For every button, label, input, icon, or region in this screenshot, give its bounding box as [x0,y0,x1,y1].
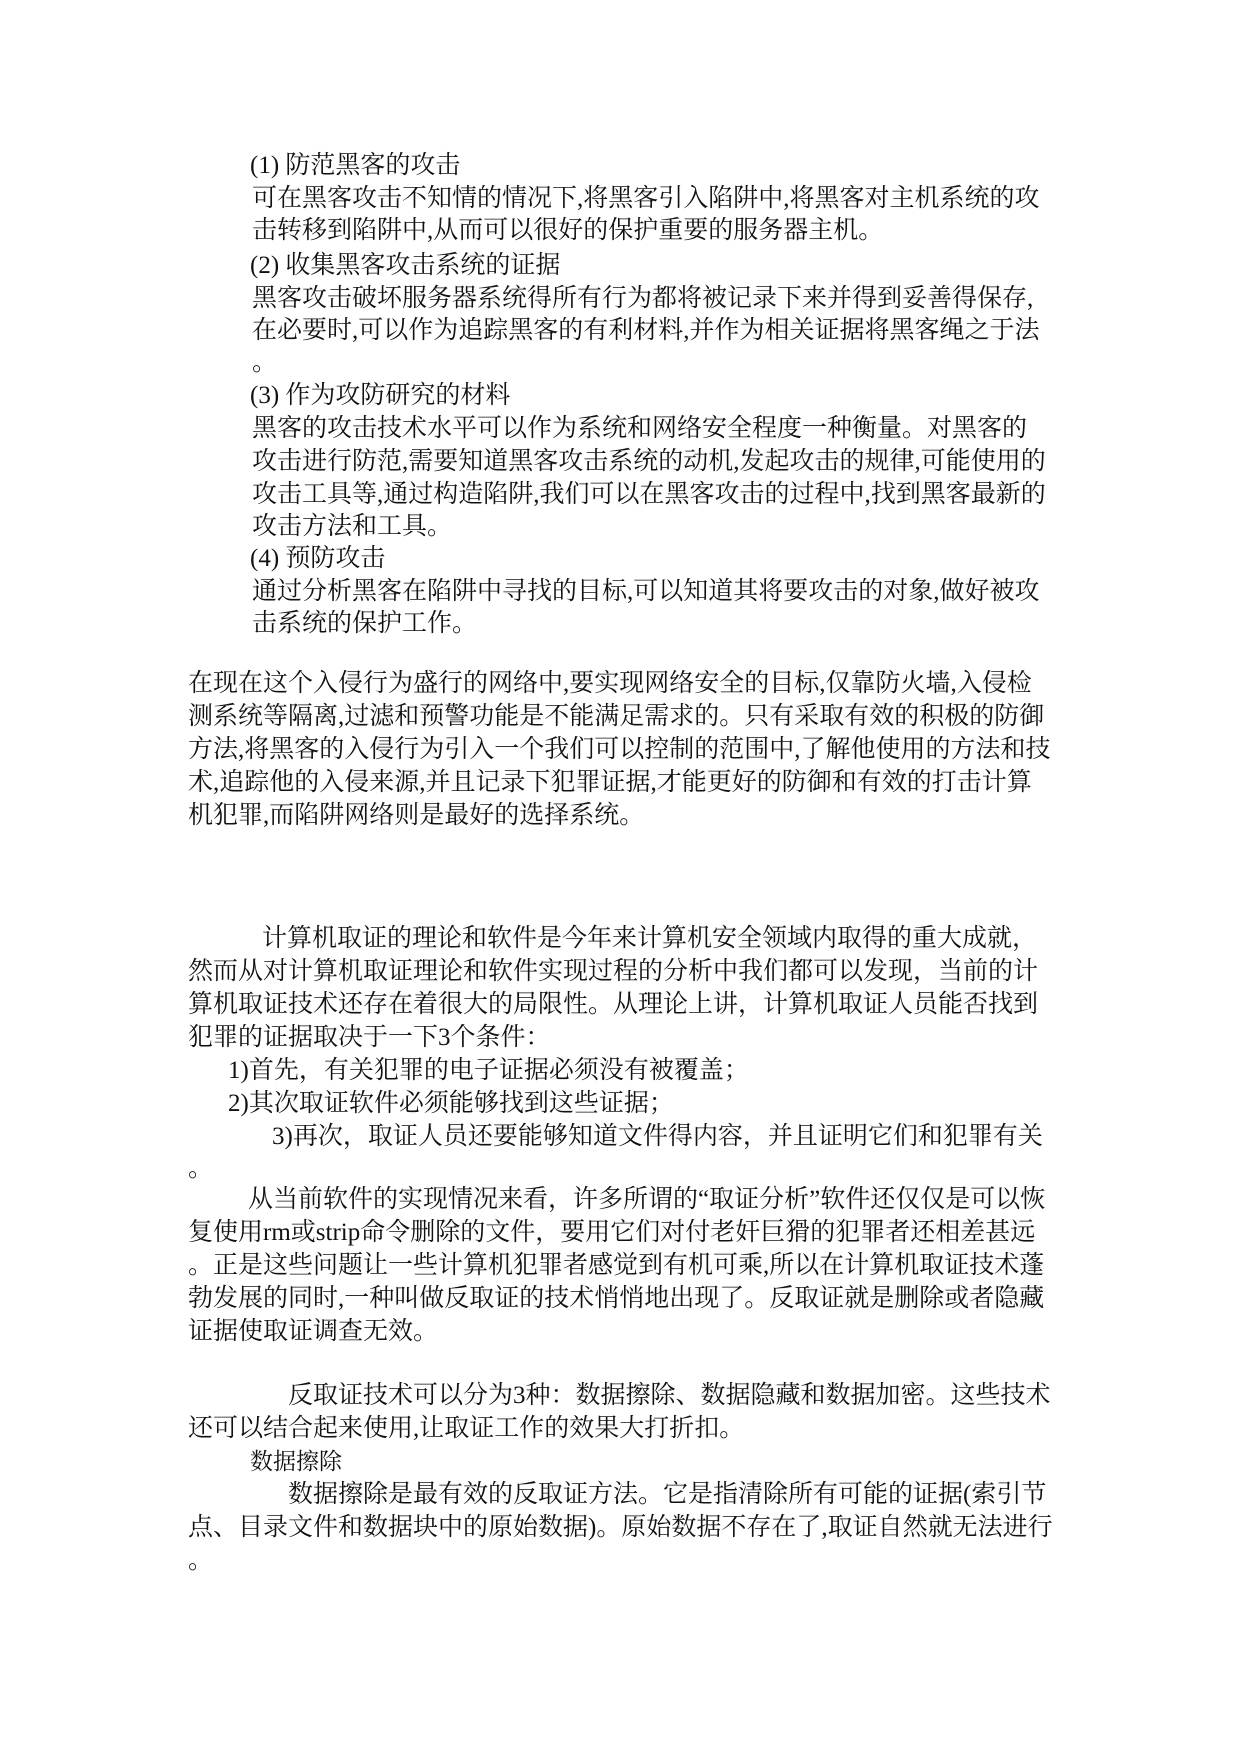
data-wiping-heading: 数据擦除 [250,1449,342,1475]
forensics-line-3: 算机取证技术还存在着很大的局限性。从理论上讲，计算机取证人员能否找到 [188,991,1039,1018]
forensics-line-1: 计算机取证的理论和软件是今年来计算机安全领域内取得的重大成就， [262,925,1038,952]
item-2-line-1: 黑客攻击破坏服务器系统得所有行为都将被记录下来并得到妥善得保存, [252,285,1034,312]
summary-line-5: 机犯罪,而陷阱网络则是最好的选择系统。 [188,802,645,829]
item-1-heading: (1) 防范黑客的攻击 [250,152,461,179]
software-line-3: 。正是这些问题让一些计算机犯罪者感觉到有机可乘,所以在计算机取证技术蓬 [188,1252,1045,1279]
condition-3: 3)再次，取证人员还要能够知道文件得内容，并且证明它们和犯罪有关 [272,1123,1043,1150]
anti-forensics-line-2: 还可以结合起来使用,让取证工作的效果大打折扣。 [188,1415,745,1442]
item-3-line-1: 黑客的攻击技术水平可以作为系统和网络安全程度一种衡量。对黑客的 [252,415,1028,442]
item-1-line-1: 可在黑客攻击不知情的情况下,将黑客引入陷阱中,将黑客对主机系统的攻 [252,185,1040,212]
item-3-line-2: 攻击进行防范,需要知道黑客攻击系统的动机,发起攻击的规律,可能使用的 [252,448,1046,475]
item-1-line-2: 击转移到陷阱中,从而可以很好的保护重要的服务器主机。 [252,217,884,244]
summary-line-2: 测系统等隔离,过滤和预警功能是不能满足需求的。只有采取有效的积极的防御 [188,703,1045,730]
item-4-line-2: 击系统的保护工作。 [252,610,478,637]
software-line-4: 勃发展的同时,一种叫做反取证的技术悄悄地出现了。反取证就是删除或者隐藏 [188,1285,1045,1312]
forensics-line-2: 然而从对计算机取证理论和软件实现过程的分析中我们都可以发现，当前的计 [188,958,1039,985]
summary-line-4: 术,追踪他的入侵来源,并且记录下犯罪证据,才能更好的防御和有效的打击计算 [188,769,1032,796]
software-line-5: 证据使取证调查无效。 [188,1318,439,1345]
item-2-heading: (2) 收集黑客攻击系统的证据 [250,252,561,279]
data-wiping-line-2: 点、目录文件和数据块中的原始数据)。原始数据不存在了,取证自然就无法进行 [188,1514,1053,1541]
item-3-line-4: 攻击方法和工具。 [252,513,453,540]
item-2-line-3: 。 [252,349,278,376]
data-wiping-line-3: 。 [188,1547,214,1574]
item-4-line-1: 通过分析黑客在陷阱中寻找的目标,可以知道其将要攻击的对象,做好被攻 [252,578,1040,605]
condition-3-tail: 。 [188,1155,214,1182]
item-3-line-3: 攻击工具等,通过构造陷阱,我们可以在黑客攻击的过程中,找到黑客最新的 [252,481,1046,508]
condition-1: 1)首先，有关犯罪的电子证据必须没有被覆盖； [228,1057,749,1084]
condition-2: 2)其次取证软件必须能够找到这些证据； [228,1090,674,1117]
item-4-heading: (4) 预防攻击 [250,545,386,572]
software-line-2: 复使用rm或strip命令删除的文件，要用它们对付老奸巨猾的犯罪者还相差甚远 [188,1219,1036,1246]
data-wiping-line-1: 数据擦除是最有效的反取证方法。它是指清除所有可能的证据(索引节 [288,1481,1047,1508]
summary-line-3: 方法,将黑客的入侵行为引入一个我们可以控制的范围中,了解他使用的方法和技 [188,736,1051,763]
item-3-heading: (3) 作为攻防研究的材料 [250,382,511,409]
anti-forensics-line-1: 反取证技术可以分为3种：数据擦除、数据隐藏和数据加密。这些技术 [288,1382,1051,1409]
item-2-line-2: 在必要时,可以作为追踪黑客的有利材料,并作为相关证据将黑客绳之于法 [252,317,1040,344]
summary-line-1: 在现在这个入侵行为盛行的网络中,要实现网络安全的目标,仅靠防火墙,入侵检 [188,670,1032,697]
software-line-1: 从当前软件的实现情况来看，许多所谓的“取证分析”软件还仅仅是可以恢 [248,1186,1046,1213]
forensics-line-4: 犯罪的证据取决于一下3个条件： [188,1024,551,1051]
